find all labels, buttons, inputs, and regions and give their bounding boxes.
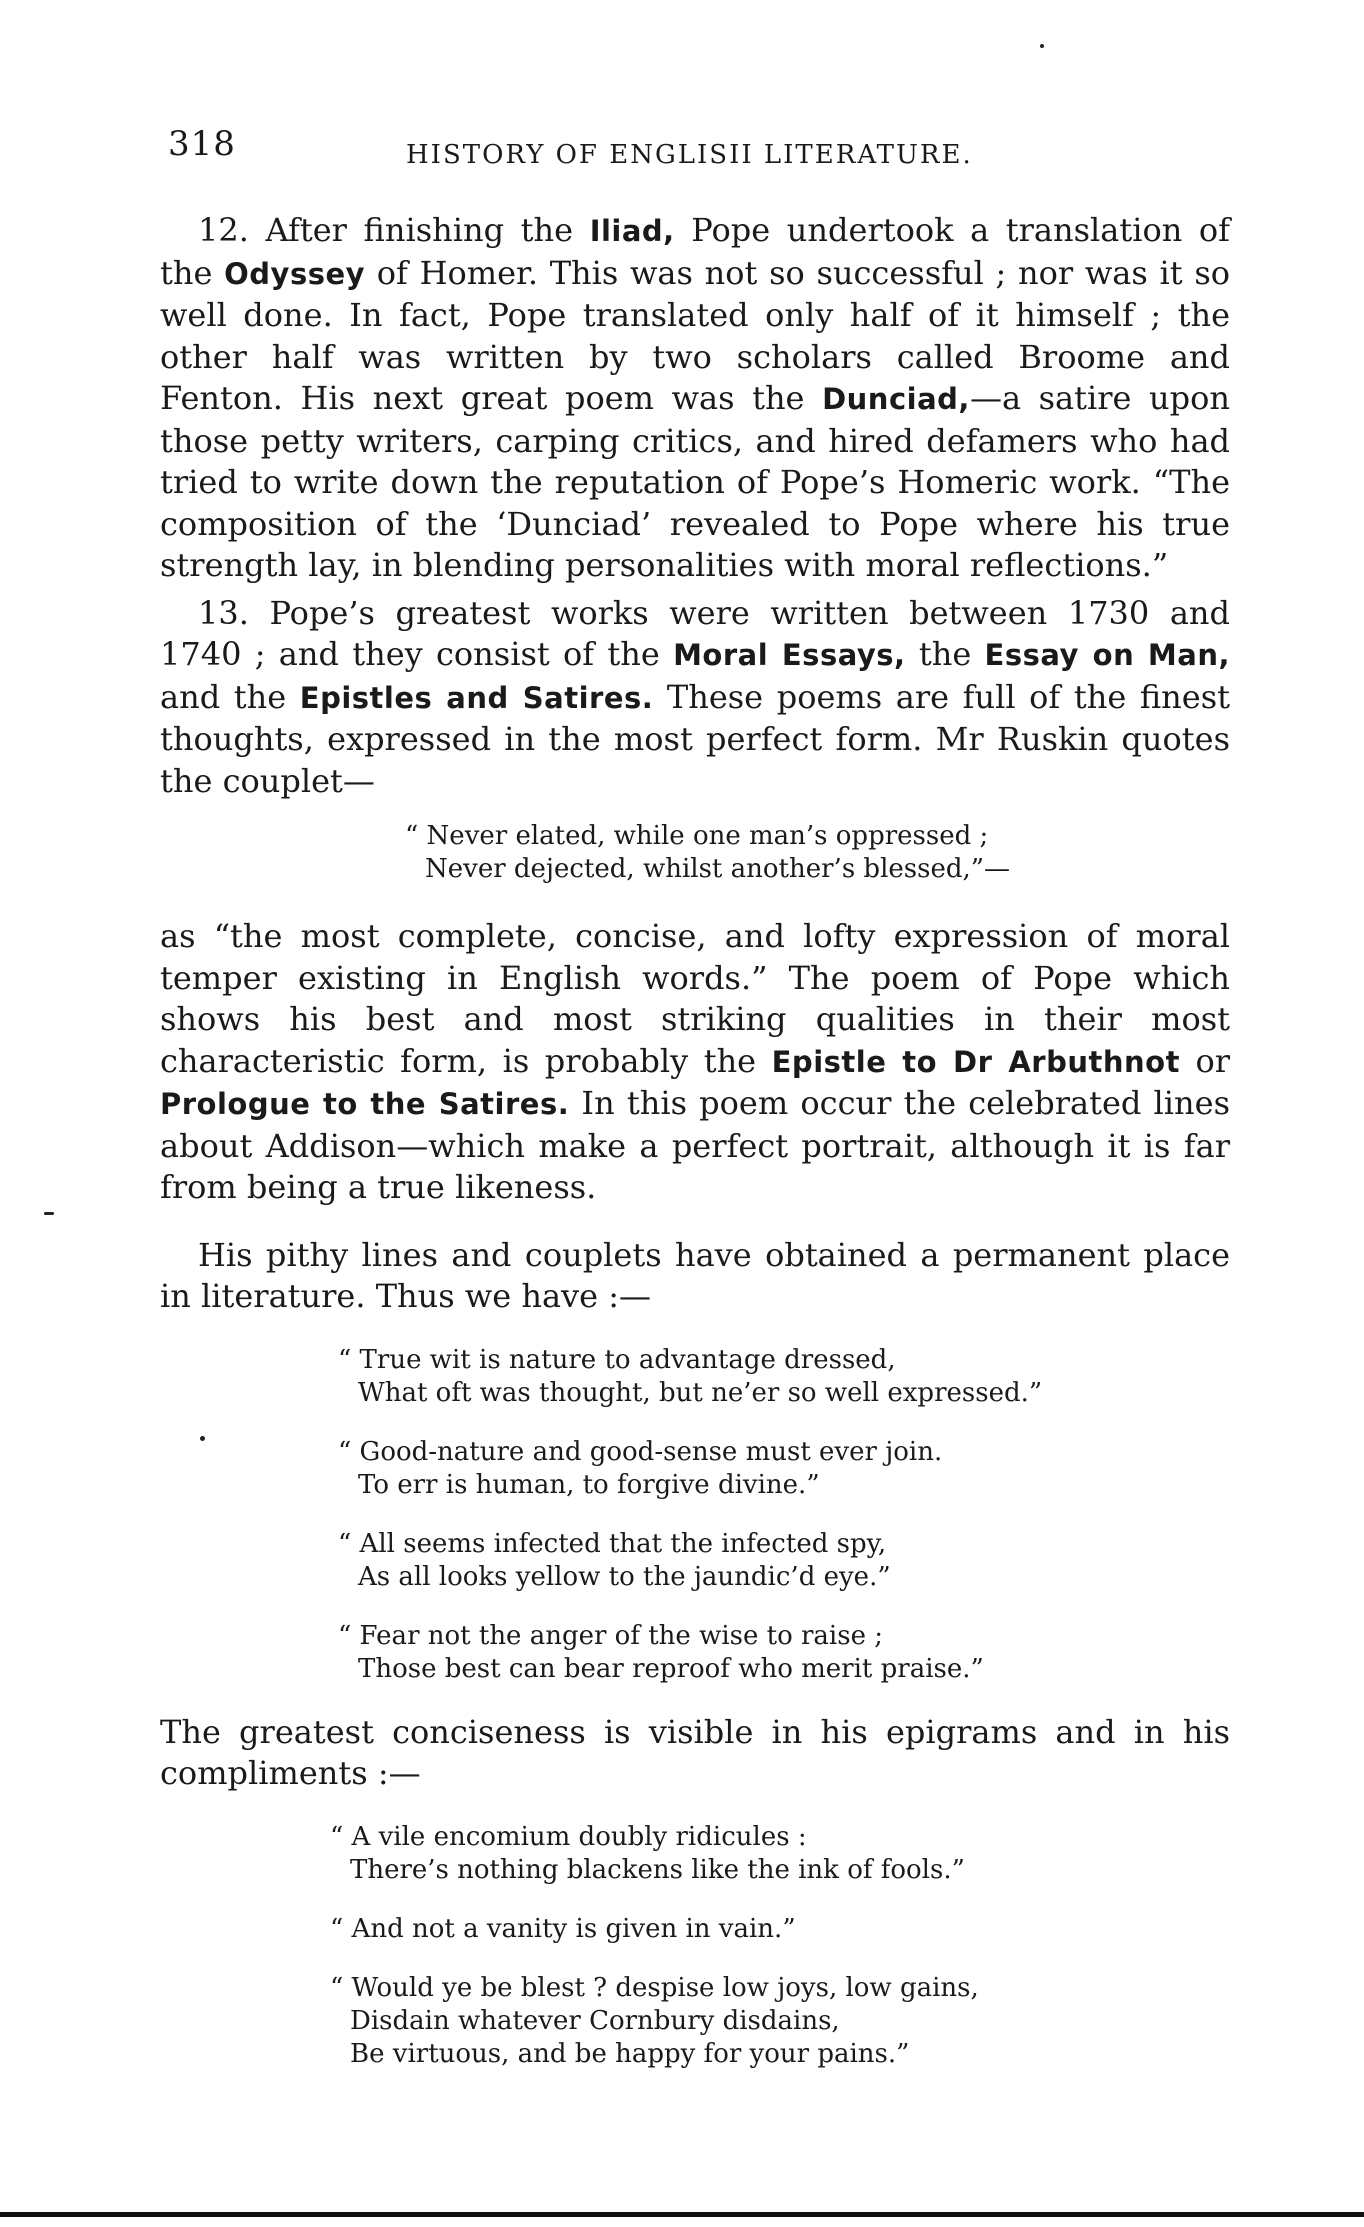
verse-block	[338, 1344, 1230, 1410]
verse-line: To err is human, to forgive divine.”	[358, 1469, 820, 1500]
p13-text-lead: 13. Pope’s greatest works were written between 1730 and 1740 ; and they consist of the	[160, 593, 1230, 673]
running-head: HISTORY OF ENGLISII LITERATURE.	[406, 140, 973, 170]
verse-block	[330, 1913, 1230, 1946]
verse-block	[338, 1528, 1230, 1594]
verse-line: “ And not a vanity is given in vain.”	[330, 1913, 796, 1944]
page-number: 318	[168, 124, 236, 164]
verse-block	[330, 1972, 1230, 2071]
ruskin-couplet	[405, 820, 1230, 886]
body-text	[160, 210, 1230, 2097]
verse-line: “ All seems infected that the infected spy,	[338, 1528, 887, 1559]
verse-line: What oft was thought, but ne’er so well expressed.”	[358, 1377, 1043, 1408]
odyssey-title: Odyssey	[224, 256, 366, 291]
moral-essays-title: Moral Essays,	[673, 638, 906, 672]
verse-line: “ Good-nature and good-sense must ever join.	[338, 1436, 943, 1467]
arbuthnot-title: Epistle to Dr Arbuthnot	[771, 1044, 1180, 1079]
paragraph-14	[160, 916, 1230, 1209]
dunciad-title: Dunciad,	[822, 382, 970, 416]
iliad-title: Iliad,	[589, 214, 675, 248]
paragraph-12	[160, 210, 1230, 587]
p12-text-tail: —a satire upon those petty writers, carping critics, and hired defamers who had tried to write down the reputation of Pope’s Homeric work. “The composition of the ‘Dunciad’ revealed to Pope where his true strength lay, in blending personalities with moral reflections.”	[160, 379, 1231, 584]
p13-text-mid2: and the	[160, 677, 300, 716]
ink-speck	[44, 1212, 54, 1215]
p14-text-lead: as “the most complete, concise, and lofty expression of moral temper existing in English words.” The poem of Pope which shows his best and most striking qualities in their most characteristic form, is probably the	[160, 917, 1230, 1080]
paragraph-13	[160, 593, 1230, 803]
p12-text-mid2: of Homer. This was not so successful ; nor was it so well done. In fact, Pope translated only half of it himself ; the other half was written by two scholars called Broome and Fenton. His next great poem was the	[160, 253, 1231, 417]
verse-block	[338, 1436, 1230, 1502]
epigram-verses	[330, 1821, 1230, 2071]
verse-block	[330, 1821, 1230, 1887]
verse-line: “ Would ye be blest ? despise low joys, low gains,	[330, 1972, 979, 2003]
verse-block	[338, 1620, 1230, 1686]
ink-speck	[200, 1436, 205, 1441]
prologue-title: Prologue to the Satires.	[160, 1087, 570, 1121]
page-header	[168, 124, 1228, 184]
essay-on-man-title: Essay on Man,	[984, 638, 1231, 672]
p14-text-mid: or	[1179, 1041, 1231, 1080]
p13-text-mid1: the	[905, 635, 985, 673]
p14-text-tail: In this poem occur the celebrated lines about Addison—which make a perfect portrait, although it is far from being a true likeness.	[160, 1084, 1230, 1206]
epistles-satires-title: Epistles and Satires.	[299, 680, 654, 715]
verse-line: As all looks yellow to the jaundic’d eye.”	[358, 1561, 891, 1592]
verse-line: Be virtuous, and be happy for your pains.”	[350, 2038, 910, 2069]
p13-text-tail: These poems are full of the finest thoughts, expressed in the most perfect form. Mr Ruskin quotes the couplet—	[160, 677, 1231, 800]
verse-line: Disdain whatever Cornbury disdains,	[350, 2005, 840, 2036]
verse-line: Never dejected, whilst another’s blessed,”—	[425, 854, 1011, 884]
p12-text-lead: 12. After finishing the	[198, 211, 590, 249]
verse-line: Those best can bear reproof who merit praise.”	[358, 1653, 984, 1684]
verse-line: “ Never elated, while one man’s oppressed ;	[405, 821, 989, 851]
pithy-couplets	[338, 1344, 1230, 1686]
verse-line: There’s nothing blackens like the ink of fools.”	[350, 1854, 965, 1885]
verse-line: “ True wit is nature to advantage dressed,	[338, 1344, 896, 1375]
verse-line: “ A vile encomium doubly ridicules :	[330, 1821, 807, 1852]
p12-text-mid1: Pope undertook a translation of the	[160, 211, 1231, 292]
paragraph-16: The greatest conciseness is visible in his epigrams and in his compliments :—	[160, 1712, 1230, 1792]
verse-line: “ Fear not the anger of the wise to raise ;	[338, 1620, 883, 1651]
ink-speck	[1040, 44, 1044, 48]
page-bottom-edge	[0, 2212, 1364, 2217]
paragraph-15: His pithy lines and couplets have obtained a permanent place in literature. Thus we have :—	[160, 1235, 1230, 1315]
